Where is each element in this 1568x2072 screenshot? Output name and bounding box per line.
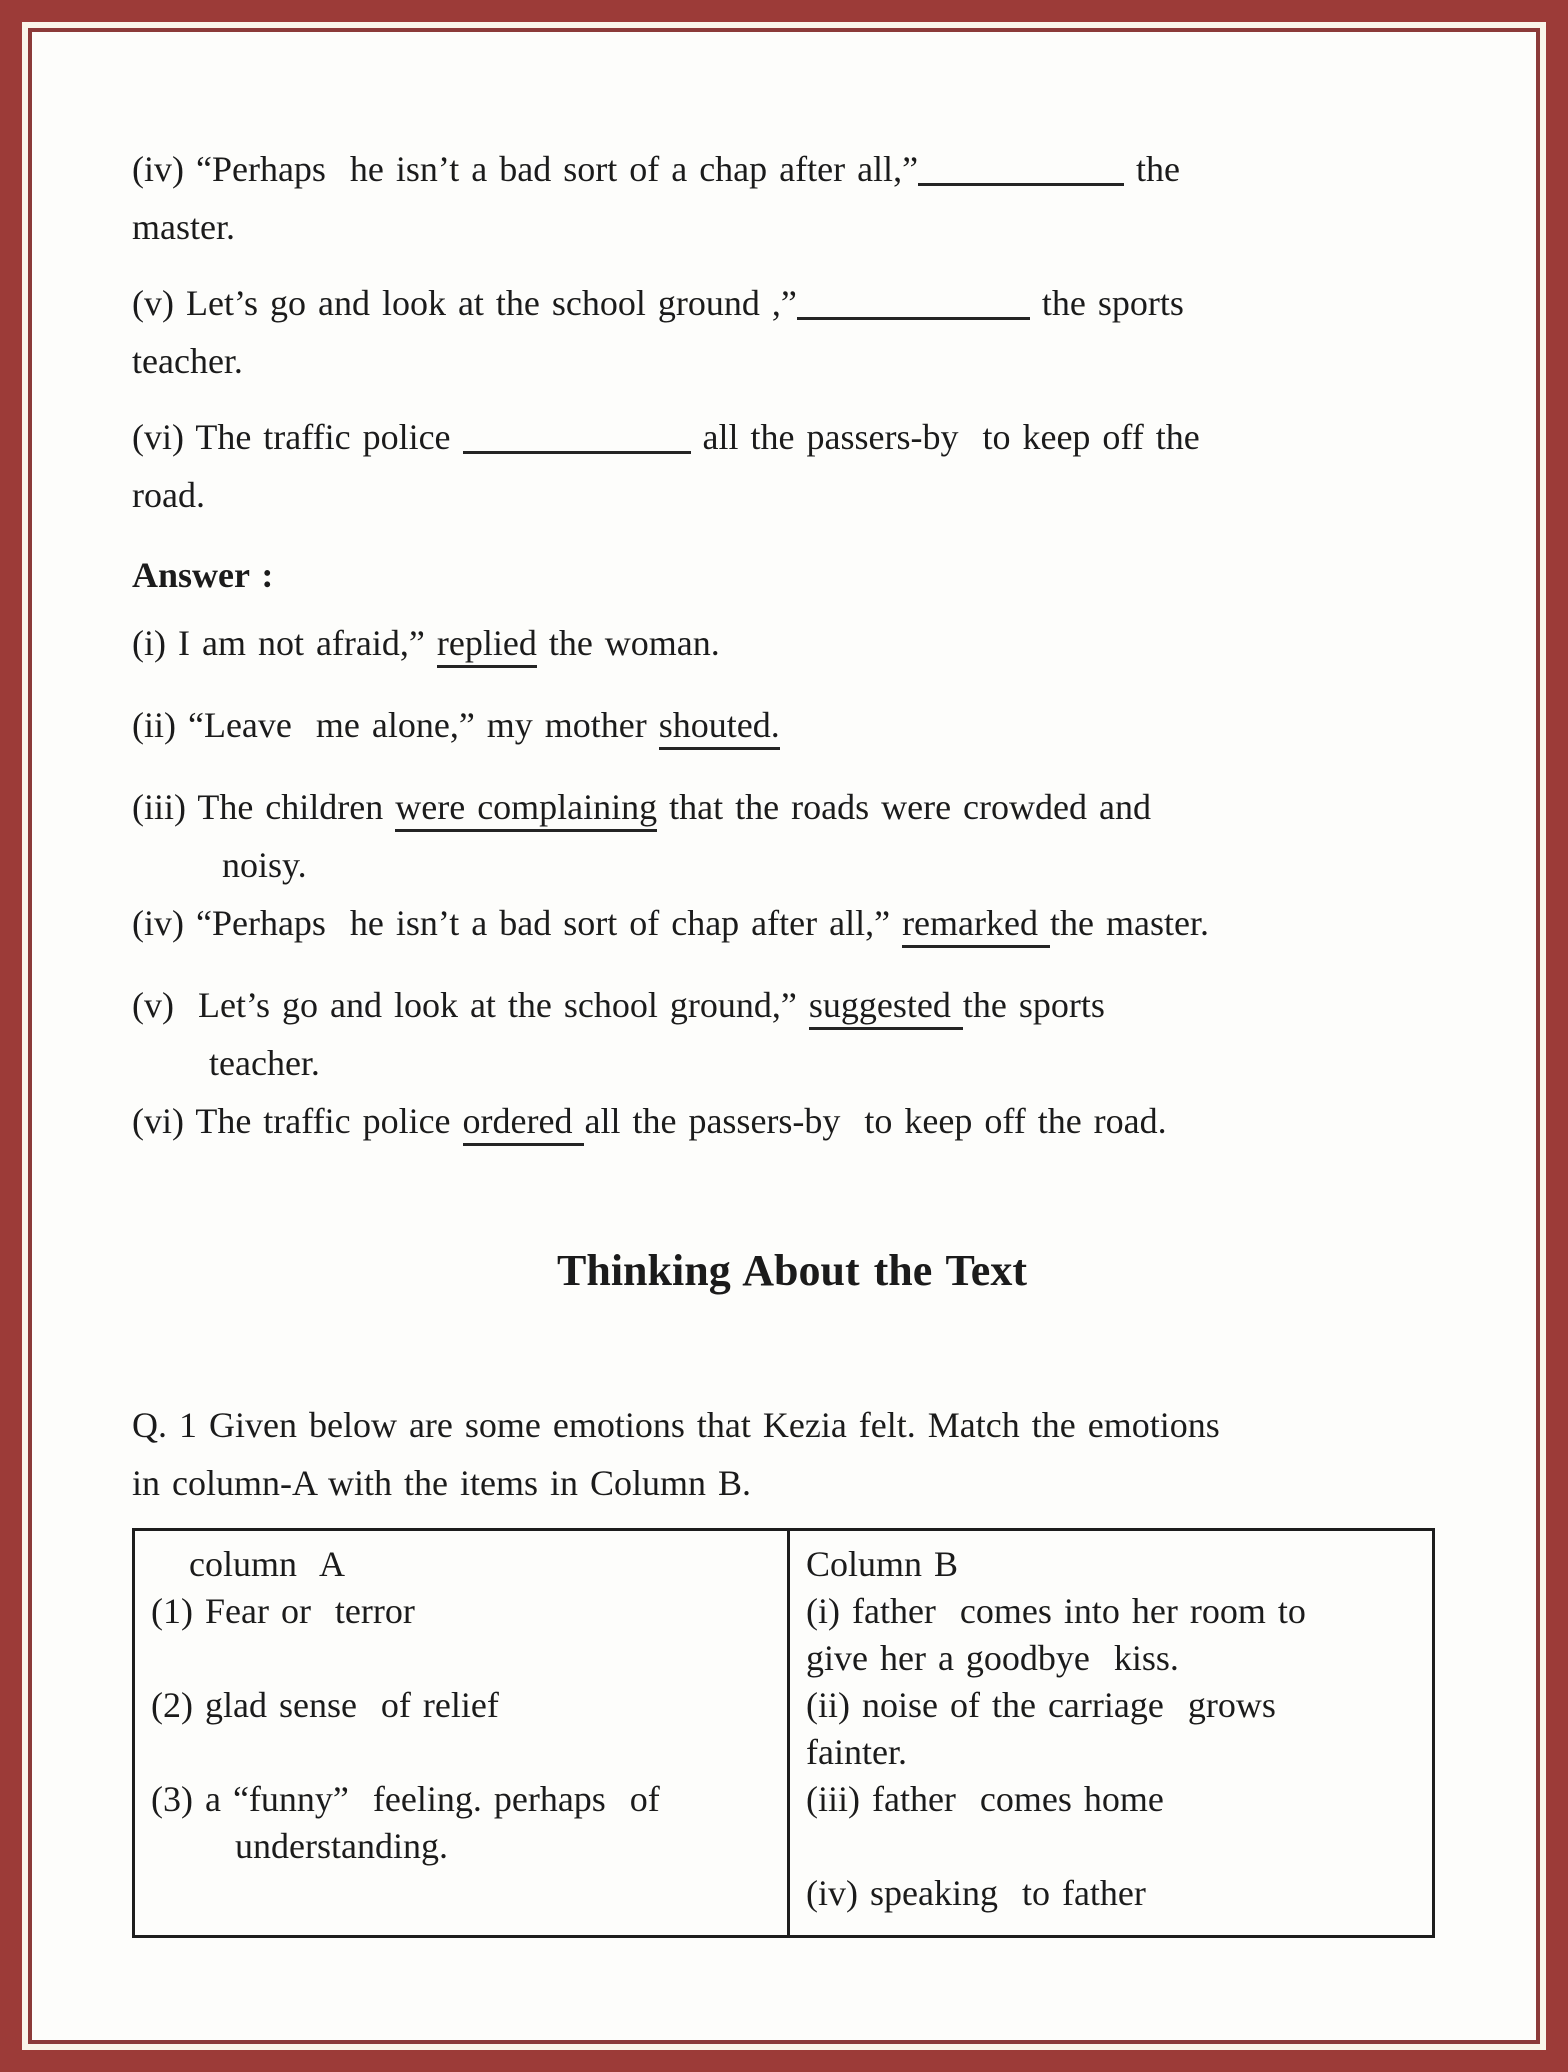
- column-a-line: [151, 1870, 773, 1917]
- answer-line: [132, 614, 1452, 672]
- column-a-line: [151, 1635, 773, 1682]
- page-frame-gap: [22, 22, 1546, 2050]
- answer-item-v: [132, 976, 1452, 1092]
- answer-item-vi: [132, 1092, 1452, 1150]
- column-a-line: (2) glad sense of relief: [151, 1685, 499, 1725]
- answer-text: (vi) The traffic police: [132, 1101, 463, 1141]
- question-line: [132, 140, 1452, 198]
- answer-line: [132, 1092, 1452, 1150]
- underlined-word: ordered: [463, 1101, 585, 1146]
- answer-text: the master.: [1049, 903, 1209, 943]
- question-text: (iv) “Perhaps he isn’t a bad sort of a chap after all,”: [132, 149, 919, 189]
- column-b-line: fainter.: [806, 1732, 907, 1772]
- question-line: teacher.: [132, 341, 243, 381]
- answer-text: that the roads were crowded and: [657, 787, 1151, 827]
- question-item-iv: [132, 140, 1452, 256]
- answer-line: [132, 894, 1452, 952]
- column-b-line: (i) father comes into her room to: [806, 1591, 1306, 1631]
- answer-text: (v) Let’s go and look at the school ground,”: [132, 985, 809, 1025]
- page: [28, 28, 1540, 2044]
- answer-heading-text: Answer :: [132, 555, 274, 595]
- column-b-line: (iii) father comes home: [806, 1779, 1164, 1819]
- column-b-line: [806, 1823, 1418, 1870]
- answer-item-ii: [132, 696, 1452, 754]
- answer-heading: [132, 546, 1452, 604]
- column-a-line: understanding.: [235, 1826, 448, 1866]
- match-question: [132, 1396, 1452, 1512]
- underlined-word: remarked: [902, 903, 1050, 948]
- answer-item-iv: [132, 894, 1452, 952]
- column-a-line: [151, 1729, 773, 1776]
- answer-text: (ii) “Leave me alone,” my mother: [132, 705, 659, 745]
- match-question-line: Q. 1 Given below are some emotions that Kezia felt. Match the emotions: [132, 1405, 1220, 1445]
- underlined-word: shouted.: [659, 705, 780, 750]
- table-cell-column-b: [787, 1531, 1432, 1935]
- underlined-word: replied: [437, 623, 537, 668]
- question-line: [132, 408, 1452, 466]
- table-cell-column-a: [135, 1531, 787, 1935]
- page-content: [32, 32, 1536, 1938]
- answer-text: the woman.: [536, 623, 720, 663]
- blank-line: [797, 300, 1030, 320]
- column-b-line: (ii) noise of the carriage grows: [806, 1685, 1276, 1725]
- answer-line: [132, 976, 1452, 1034]
- column-a-header: column A: [189, 1544, 345, 1584]
- question-line: road.: [132, 475, 205, 515]
- question-text: all the passers-by to keep off the: [690, 417, 1200, 457]
- answer-text: the sports: [962, 985, 1105, 1025]
- answer-line: noisy.: [222, 845, 307, 885]
- column-b-line: (iv) speaking to father: [806, 1873, 1146, 1913]
- answer-line: [132, 778, 1452, 836]
- match-question-line: in column-A with the items in Column B.: [132, 1463, 751, 1503]
- question-item-v: [132, 274, 1452, 390]
- column-a-line: (1) Fear or terror: [151, 1591, 415, 1631]
- match-table: [132, 1528, 1435, 1938]
- underlined-word: were complaining: [395, 787, 657, 832]
- question-text: (v) Let’s go and look at the school ground ,”: [132, 283, 797, 323]
- column-b-line: give her a goodbye kiss.: [806, 1638, 1179, 1678]
- answer-item-iii: [132, 778, 1452, 894]
- answer-text: all the passers-by to keep off the road.: [584, 1101, 1167, 1141]
- answer-item-i: [132, 614, 1452, 672]
- column-b-header: Column B: [806, 1544, 959, 1584]
- blank-line: [463, 434, 691, 454]
- column-a-line: (3) a “funny” feeling. perhaps of: [151, 1779, 660, 1819]
- question-item-vi: [132, 408, 1452, 524]
- answer-line: [132, 696, 1452, 754]
- answer-text: (iii) The children: [132, 787, 396, 827]
- question-line: master.: [132, 207, 235, 247]
- question-line: [132, 274, 1452, 332]
- answer-line: teacher.: [209, 1043, 320, 1083]
- question-text: (vi) The traffic police: [132, 417, 463, 457]
- question-text: the sports: [1029, 283, 1184, 323]
- question-text: the: [1124, 149, 1181, 189]
- answer-text: (i) I am not afraid,”: [132, 623, 437, 663]
- blank-line: [918, 166, 1124, 186]
- answer-text: (iv) “Perhaps he isn’t a bad sort of chap after all,”: [132, 903, 903, 943]
- underlined-word: suggested: [809, 985, 963, 1030]
- section-heading: Thinking About the Text: [557, 1246, 1027, 1295]
